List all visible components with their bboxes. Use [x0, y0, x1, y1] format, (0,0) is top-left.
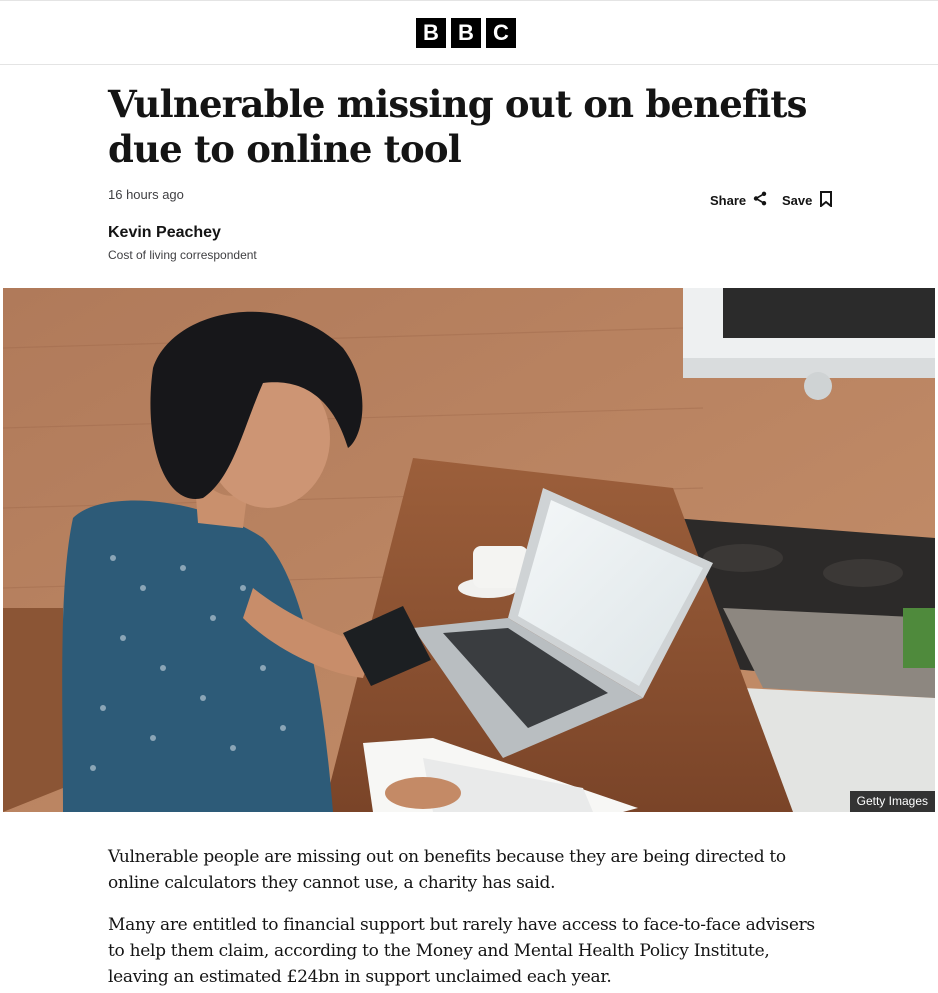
save-button[interactable]	[782, 191, 832, 210]
bookmark-icon	[820, 191, 832, 210]
bbc-logo-letter: C	[486, 18, 516, 48]
share-button[interactable]	[710, 191, 767, 209]
article-paragraph: Vulnerable people are missing out on benefits because they are being directed to online calculators they cannot use, a charity has said.	[108, 847, 786, 893]
share-icon	[753, 191, 767, 209]
bbc-logo-letter: B	[451, 18, 481, 48]
article-headline: Vulnerable missing out on benefits due to online tool	[108, 82, 807, 171]
hero-illustration	[3, 288, 935, 812]
bbc-logo[interactable]	[416, 18, 516, 48]
site-header	[0, 0, 938, 65]
article-paragraph: Many are entitled to financial support but rarely have access to face-to-face advisers to help them claim, according to the Money and Mental Health Policy Institute, leaving an estimated £24bn in support unclaimed each year.	[108, 915, 815, 987]
save-label: Save	[782, 193, 813, 208]
author-name[interactable]: Kevin Peachey	[108, 224, 221, 241]
hero-image	[3, 288, 935, 812]
author-role: Cost of living correspondent	[108, 248, 257, 262]
share-label: Share	[710, 192, 747, 208]
bbc-logo-letter: B	[416, 18, 446, 48]
article-timestamp: 16 hours ago	[108, 187, 184, 202]
image-credit: Getty Images	[850, 791, 935, 812]
